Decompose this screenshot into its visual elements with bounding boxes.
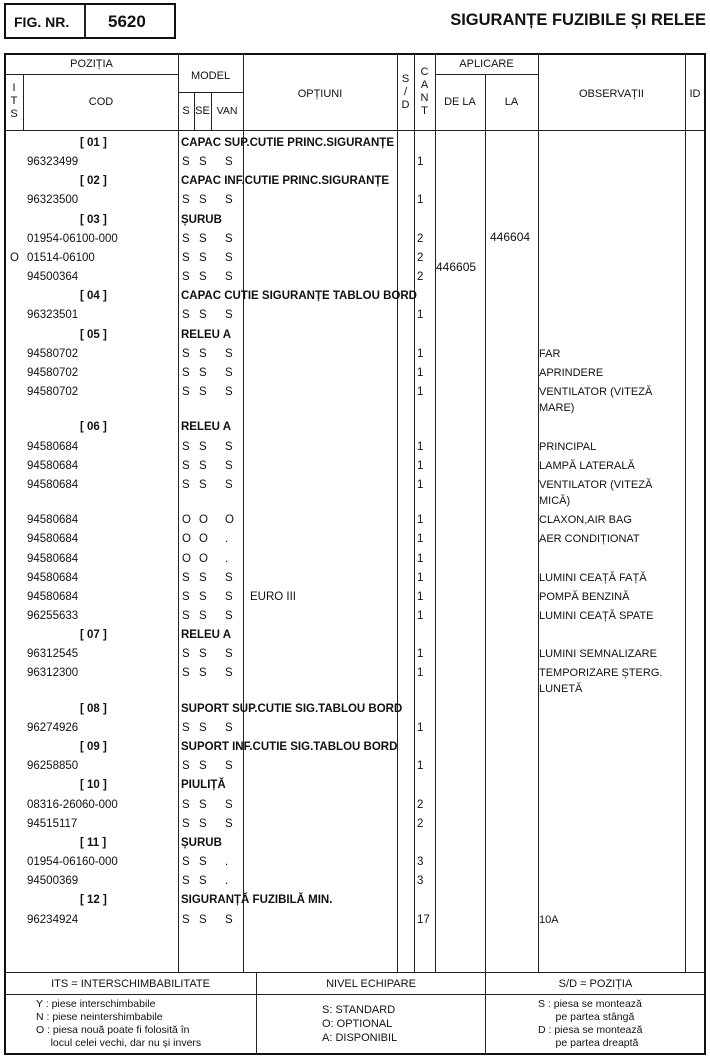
footer-its-title: ITS = INTERSCHIMBABILITATE: [51, 978, 210, 990]
model-s: S: [182, 460, 190, 472]
model-van: S: [225, 818, 233, 830]
model-van: S: [225, 914, 233, 926]
model-se: S: [199, 233, 207, 245]
model-s: S: [182, 610, 190, 622]
group-position: [ 12 ]: [80, 894, 107, 906]
observation: VENTILATOR (VITEZĂ: [539, 479, 653, 491]
group-position: [ 06 ]: [80, 421, 107, 433]
model-se: S: [199, 722, 207, 734]
part-code: 08316-26060-000: [27, 799, 118, 811]
model-van: S: [225, 572, 233, 584]
applies-to: 446604: [490, 230, 531, 244]
quantity: 3: [417, 856, 424, 868]
group-position: [ 09 ]: [80, 741, 107, 753]
part-code: 94500369: [27, 875, 79, 887]
col-observatii: OBSERVAȚII: [578, 88, 644, 100]
quantity: 1: [417, 648, 424, 660]
quantity: 1: [417, 572, 424, 584]
col-la: LA: [504, 96, 519, 108]
model-se: S: [199, 367, 207, 379]
col-aplicare: APLICARE: [459, 58, 514, 70]
col-dela: DE LA: [444, 96, 476, 108]
model-se: S: [199, 648, 207, 660]
model-van: S: [225, 156, 233, 168]
observation: VENTILATOR (VITEZĂ: [539, 386, 653, 398]
model-s: S: [182, 667, 190, 679]
model-s: S: [182, 760, 190, 772]
model-van: S: [225, 367, 233, 379]
model-van: S: [225, 591, 233, 603]
model-van: S: [225, 460, 233, 472]
group-name: SUPORT INF.CUTIE SIG.TABLOU BORD: [181, 741, 398, 753]
col-optiuni: OPȚIUNI: [297, 88, 343, 100]
model-se: S: [199, 194, 207, 206]
footer-its-line-4: locul celei vechi, dar nu și invers: [36, 1037, 202, 1049]
part-code: 01514-06100: [27, 252, 95, 264]
model-van: S: [225, 479, 233, 491]
part-code: 96323499: [27, 156, 79, 168]
model-se: S: [199, 309, 207, 321]
quantity: 1: [417, 722, 424, 734]
quantity: 17: [417, 914, 430, 926]
part-code: 94580702: [27, 367, 79, 379]
group-name: SIGURANȚĂ FUZIBILĂ MIN.: [181, 894, 333, 906]
model-se: S: [199, 479, 207, 491]
part-code: 96312300: [27, 667, 79, 679]
quantity: 1: [417, 533, 424, 545]
model-s: S: [182, 309, 190, 321]
col-model-van: VAN: [216, 105, 238, 117]
model-van: .: [225, 533, 229, 545]
model-s: S: [182, 591, 190, 603]
model-s: S: [182, 479, 190, 491]
model-se: O: [199, 553, 208, 565]
observation: LUMINI SEMNALIZARE: [539, 648, 657, 660]
model-s: S: [182, 914, 190, 926]
quantity: 1: [417, 348, 424, 360]
part-code: 94580684: [27, 572, 79, 584]
observation: TEMPORIZARE ȘTERG.: [539, 667, 663, 679]
fig-number: 5620: [108, 12, 146, 31]
group-name: ȘURUB: [181, 214, 222, 226]
model-s: S: [182, 348, 190, 360]
parts-table: [4, 53, 706, 1055]
group-position: [ 07 ]: [80, 629, 107, 641]
model-se: S: [199, 856, 207, 868]
model-s: S: [182, 156, 190, 168]
observation: APRINDERE: [539, 367, 604, 379]
group-name: CAPAC CUTIE SIGURANȚE TABLOU BORD: [181, 290, 417, 302]
group-name: CAPAC SUP.CUTIE PRINC.SIGURANȚE: [181, 137, 394, 149]
col-cant: C A N T: [420, 66, 429, 117]
footer-sd-title: S/D = POZIȚIA: [558, 978, 633, 990]
observation: POMPĂ BENZINĂ: [539, 591, 630, 603]
quantity: 1: [417, 553, 424, 565]
model-van: S: [225, 194, 233, 206]
model-van: S: [225, 667, 233, 679]
observation: 10A: [539, 914, 559, 926]
observation-cont: MARE): [539, 402, 575, 414]
model-se: S: [199, 271, 207, 283]
model-van: .: [225, 553, 229, 565]
model-s: S: [182, 799, 190, 811]
part-code: 94580684: [27, 441, 79, 453]
observation: FAR: [539, 348, 561, 360]
model-s: O: [182, 533, 191, 545]
col-model-se: SE: [195, 105, 210, 117]
observation: LUMINI CEAȚĂ FAȚĂ: [539, 572, 647, 584]
model-se: O: [199, 514, 208, 526]
group-name: CAPAC INF.CUTIE PRINC.SIGURANȚE: [181, 175, 390, 187]
observation: CLAXON,AIR BAG: [539, 514, 632, 526]
model-van: S: [225, 799, 233, 811]
footer-sd-line-4: pe partea dreaptă: [538, 1037, 639, 1049]
quantity: 3: [417, 875, 424, 887]
applies-from: 446605: [436, 260, 477, 274]
model-van: S: [225, 348, 233, 360]
col-pozitia: POZIȚIA: [70, 58, 113, 70]
model-s: S: [182, 271, 190, 283]
observation: LAMPĂ LATERALĂ: [539, 460, 635, 472]
col-model-s: S: [182, 105, 190, 117]
quantity: 2: [417, 818, 424, 830]
part-code: 94500364: [27, 271, 79, 283]
model-se: S: [199, 610, 207, 622]
model-s: O: [182, 553, 191, 565]
col-sd: S / D: [401, 73, 410, 111]
group-position: [ 08 ]: [80, 703, 107, 715]
quantity: 1: [417, 760, 424, 772]
quantity: 2: [417, 233, 424, 245]
model-s: S: [182, 386, 190, 398]
model-s: S: [182, 441, 190, 453]
quantity: 1: [417, 460, 424, 472]
model-s: O: [182, 514, 191, 526]
model-se: S: [199, 441, 207, 453]
group-name: RELEU A: [181, 421, 232, 433]
model-van: S: [225, 271, 233, 283]
model-se: S: [199, 818, 207, 830]
model-van: .: [225, 856, 229, 868]
fig-number-box: [4, 3, 176, 39]
group-position: [ 03 ]: [80, 214, 107, 226]
observation: PRINCIPAL: [539, 441, 597, 453]
model-van: O: [225, 514, 234, 526]
group-name: PIULIȚĂ: [181, 779, 226, 791]
part-code: 96323500: [27, 194, 79, 206]
footer-nivel-line-3: A: DISPONIBIL: [322, 1032, 398, 1044]
model-s: S: [182, 572, 190, 584]
model-se: O: [199, 533, 208, 545]
footer-its-line-3: O : piesa nouă poate fi folosită în: [36, 1024, 190, 1036]
model-se: S: [199, 348, 207, 360]
model-van: S: [225, 309, 233, 321]
part-code: 94580684: [27, 591, 79, 603]
footer-its-line-2: N : piese neintershimbabile: [36, 1011, 163, 1023]
group-name: ȘURUB: [181, 837, 222, 849]
model-van: S: [225, 252, 233, 264]
group-position: [ 10 ]: [80, 779, 107, 791]
model-van: S: [225, 386, 233, 398]
group-position: [ 04 ]: [80, 290, 107, 302]
model-s: S: [182, 875, 190, 887]
quantity: 2: [417, 252, 424, 264]
col-its: I T S: [10, 82, 18, 120]
quantity: 1: [417, 156, 424, 168]
model-s: S: [182, 856, 190, 868]
part-code: 94580684: [27, 460, 79, 472]
option-value: EURO III: [250, 591, 297, 603]
model-s: S: [182, 722, 190, 734]
part-code: 01954-06100-000: [27, 233, 118, 245]
part-code: 96255633: [27, 610, 79, 622]
quantity: 1: [417, 479, 424, 491]
part-code: 96258850: [27, 760, 79, 772]
part-code: 94580702: [27, 386, 79, 398]
model-s: S: [182, 648, 190, 660]
quantity: 2: [417, 799, 424, 811]
part-code: 01954-06160-000: [27, 856, 118, 868]
col-id: ID: [689, 88, 701, 100]
quantity: 1: [417, 514, 424, 526]
observation: LUMINI CEAȚĂ SPATE: [539, 610, 654, 622]
model-se: S: [199, 591, 207, 603]
group-position: [ 05 ]: [80, 329, 107, 341]
quantity: 1: [417, 309, 424, 321]
part-code: 94580684: [27, 533, 79, 545]
col-cod: COD: [88, 96, 114, 108]
part-code: 94580684: [27, 479, 79, 491]
quantity: 1: [417, 367, 424, 379]
model-se: S: [199, 572, 207, 584]
model-van: S: [225, 760, 233, 772]
footer-its-line-1: Y : piese interschimbabile: [36, 998, 156, 1010]
group-position: [ 02 ]: [80, 175, 107, 187]
footer-nivel-line-1: S: STANDARD: [322, 1004, 396, 1016]
group-name: RELEU A: [181, 629, 232, 641]
part-code: 96274926: [27, 722, 79, 734]
col-model: MODEL: [190, 70, 231, 82]
quantity: 2: [417, 271, 424, 283]
model-se: S: [199, 156, 207, 168]
part-code: 94580702: [27, 348, 79, 360]
model-s: S: [182, 252, 190, 264]
part-code: 96234924: [27, 914, 79, 926]
model-se: S: [199, 914, 207, 926]
footer-nivel-line-2: O: OPTIONAL: [322, 1018, 393, 1030]
part-code: 94580684: [27, 514, 79, 526]
observation-cont: LUNETĂ: [539, 683, 583, 695]
model-s: S: [182, 194, 190, 206]
part-code: 96312545: [27, 648, 79, 660]
footer-nivel-title: NIVEL ECHIPARE: [326, 978, 416, 990]
quantity: 1: [417, 386, 424, 398]
part-code: 96323501: [27, 309, 79, 321]
observation: AER CONDIȚIONAT: [539, 533, 640, 545]
model-van: S: [225, 233, 233, 245]
quantity: 1: [417, 441, 424, 453]
model-van: S: [225, 648, 233, 660]
page-title: SIGURANȚE FUZIBILE ȘI RELEE: [450, 11, 706, 29]
model-van: S: [225, 722, 233, 734]
model-se: S: [199, 875, 207, 887]
model-se: S: [199, 460, 207, 472]
quantity: 1: [417, 591, 424, 603]
footer-sd-line-1: S : piesa se montează: [538, 998, 642, 1010]
footer-sd-line-2: pe partea stângă: [538, 1011, 635, 1023]
model-se: S: [199, 667, 207, 679]
model-s: S: [182, 367, 190, 379]
fig-label: FIG. NR.: [14, 14, 70, 30]
model-se: S: [199, 252, 207, 264]
quantity: 1: [417, 610, 424, 622]
model-van: S: [225, 610, 233, 622]
quantity: 1: [417, 194, 424, 206]
group-position: [ 01 ]: [80, 137, 107, 149]
observation-cont: MICĂ): [539, 495, 571, 507]
quantity: 1: [417, 667, 424, 679]
model-se: S: [199, 799, 207, 811]
group-name: RELEU A: [181, 329, 232, 341]
footer-sd-line-3: D : piesa se montează: [538, 1024, 643, 1036]
group-position: [ 11 ]: [80, 837, 107, 849]
part-code: 94580684: [27, 553, 79, 565]
model-s: S: [182, 818, 190, 830]
its-flag: O: [10, 252, 19, 264]
model-van: S: [225, 441, 233, 453]
model-se: S: [199, 386, 207, 398]
model-van: .: [225, 875, 229, 887]
part-code: 94515117: [27, 818, 78, 830]
group-name: SUPORT SUP.CUTIE SIG.TABLOU BORD: [181, 703, 403, 715]
model-s: S: [182, 233, 190, 245]
model-se: S: [199, 760, 207, 772]
